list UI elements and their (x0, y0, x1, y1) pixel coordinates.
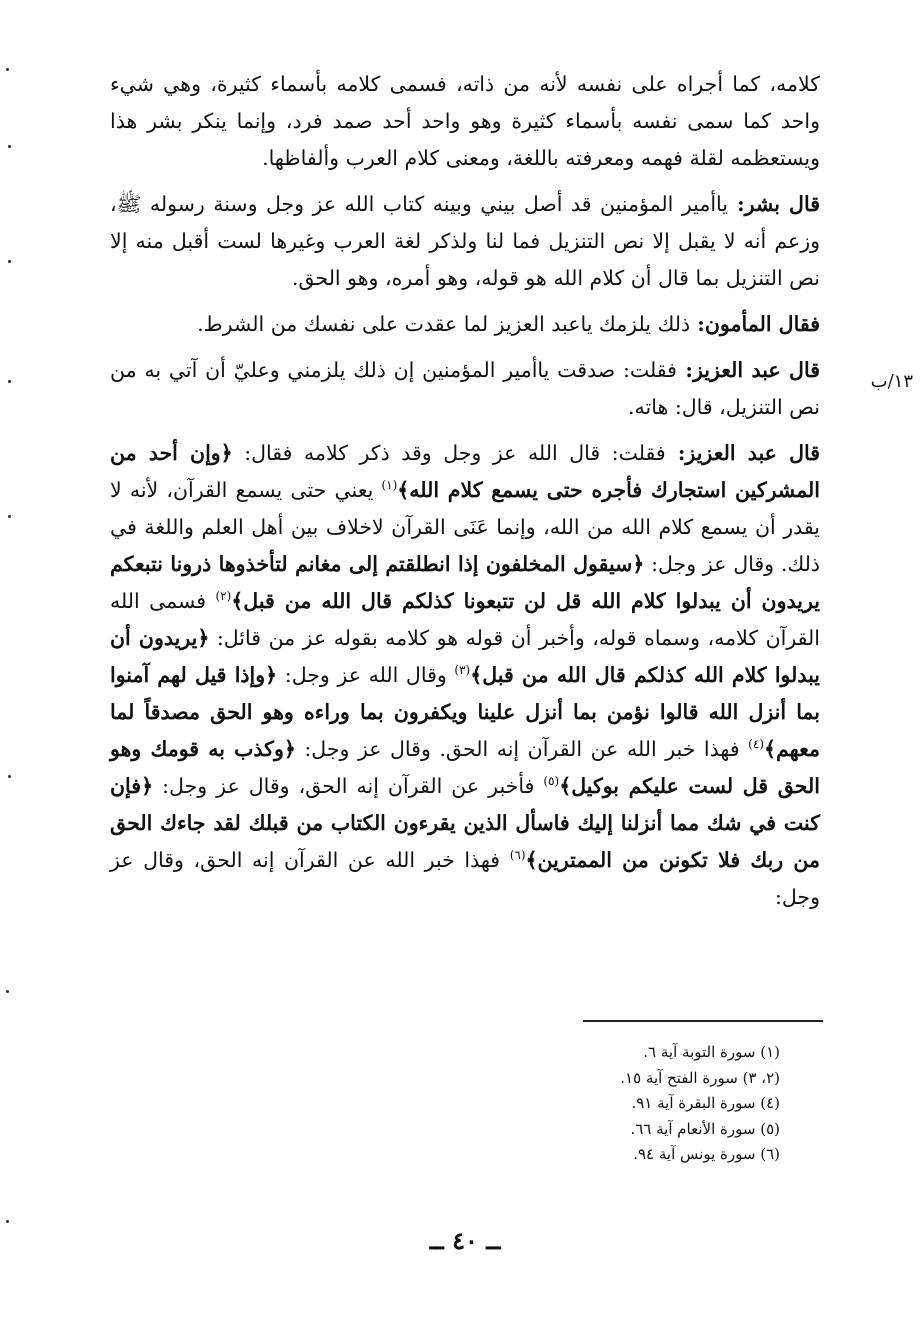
text-run: ذلك يلزمك ياعبد العزيز لما عقدت على نفسك من الشرط. (197, 312, 691, 336)
scan-speck (8, 515, 11, 518)
quran-verse: ﴿وكذب به قومك وهو الحق قل لست عليكم بوكيل﴾ (110, 737, 820, 798)
text-run: ياأمير المؤمنين قد أصل بيني وبينه كتاب الله عز وجل وسنة رسوله ﷺ، وزعم أنه لا يقبل إلا نص التنزيل فما لنا ولذكر لغة العرب وغيرها لست أقبل منه إلا نص التنزيل بما قال أن كلام الله هو قوله، وهو أمره، وهو الحق. (110, 192, 820, 290)
footnotes (560, 1040, 780, 1168)
scan-speck (6, 990, 9, 993)
footnote-marker: (٦) (509, 848, 526, 863)
text-run: يعني حتى يسمع القرآن، لأنه لا يقدر أن يسمع كلام الله من الله، وإنما عَنَى القرآن لاخلاف بين أهل العلم واللغة في ذلك. وقال عز وجل: (110, 478, 821, 576)
speaker-label: فقال المأمون: (690, 312, 820, 336)
footnote-marker: (١) (381, 478, 398, 493)
text-run: فأخبر عن القرآن إنه الحق، وقال عز وجل: (153, 774, 544, 798)
quran-verse: ﴿فإن كنت في شك مما أنزلنا إليك فاسأل الذين يقرءون الكتاب من قبلك لقد جاءك الحق من ربك فلا تكونن من الممترين﴾ (110, 774, 820, 872)
scan-speck (8, 380, 11, 383)
scan-speck (8, 775, 11, 778)
manuscript-folio-note: ١٣/ب (870, 371, 913, 392)
text-run: فهذا خبر الله عن القرآن إنه الحق، وقال عز وجل: (110, 848, 820, 909)
footnote: (١) سورة التوبة آية ٦. (643, 1043, 780, 1061)
page-number: ــ ٤٠ ــ (429, 1226, 501, 1255)
text-run: كلامه، كما أجراه على نفسه لأنه من ذاته، فسمى كلامه بأسماء كثيرة، وهي شيء واحد كما سمى نفسه بأسماء كثيرة وهو واحد أحد صمد فرد، وإنما ينكر بشر هذا ويستعظمه لقلة فهمه ومعرفته باللغة، ومعنى كلام العرب وألفاظها. (110, 72, 820, 170)
text-run: فهذا خبر الله عن القرآن إنه الحق. وقال عز وجل: (295, 737, 749, 761)
quran-verse: ﴿وإن أحد من المشركين استجارك فأجره حتى يسمع كلام الله﴾ (110, 441, 820, 502)
quran-verse: ﴿وإذا قيل لهم آمنوا بما أنزل الله قالوا نؤمن بما أنزل علينا ويكفرون بما وراءه وهو الحق مصدقاً لما معهم﴾ (110, 663, 820, 761)
text-run: فقلت: قال الله عز وجل وقد ذكر كلامه فقال: (232, 441, 666, 465)
speaker-label: قال عبد العزيز: (676, 358, 820, 382)
scan-speck (6, 68, 9, 71)
footnote: (٦) سورة يونس آية ٩٤. (633, 1145, 780, 1163)
text-run: فقلت: صدقت ياأمير المؤمنين إن ذلك يلزمني وعليّ أن آتي به من نص التنزيل، قال: هاته. (110, 358, 820, 419)
text-run: فسمى الله القرآن كلامه، وسماه قوله، وأخبر أن قوله هو كلامه بقوله عز من قائل: (110, 589, 820, 650)
quran-verse: ﴿سيقول المخلفون إذا انطلقتم إلى مغانم لتأخذوها ذرونا نتبعكم يريدون أن يبدلوا كلام الله قل لن تتبعونا كذلكم قال الله من قبل﴾ (110, 552, 820, 613)
text-run: وقال الله عز وجل: (277, 663, 455, 687)
paragraph (110, 66, 820, 177)
paragraph (110, 186, 820, 297)
paragraph (110, 352, 820, 426)
paragraph (110, 435, 820, 916)
footnote-marker: (٢) (215, 589, 232, 604)
footnote-separator (583, 1020, 823, 1022)
footnote-marker: (٥) (543, 774, 560, 789)
footnote: (٥) سورة الأنعام آية ٦٦. (630, 1119, 780, 1138)
speaker-label: قال بشر: (727, 192, 820, 216)
footnote: (٢، ٣) سورة الفتح آية ١٥. (620, 1068, 780, 1087)
main-text (110, 66, 820, 925)
footnote-marker: (٤) (748, 737, 764, 752)
footnote-marker: (٣) (454, 663, 471, 678)
footnote: (٤) سورة البقرة آية ٩١. (631, 1094, 780, 1112)
scan-speck (8, 145, 11, 148)
paragraph (110, 306, 820, 343)
speaker-label: قال عبد العزيز: (665, 441, 821, 465)
quran-verse: ﴿يريدون أن يبدلوا كلام الله كذلكم قال الله من قبل﴾ (110, 626, 821, 687)
scan-speck (6, 1220, 9, 1223)
scan-speck (8, 260, 11, 263)
